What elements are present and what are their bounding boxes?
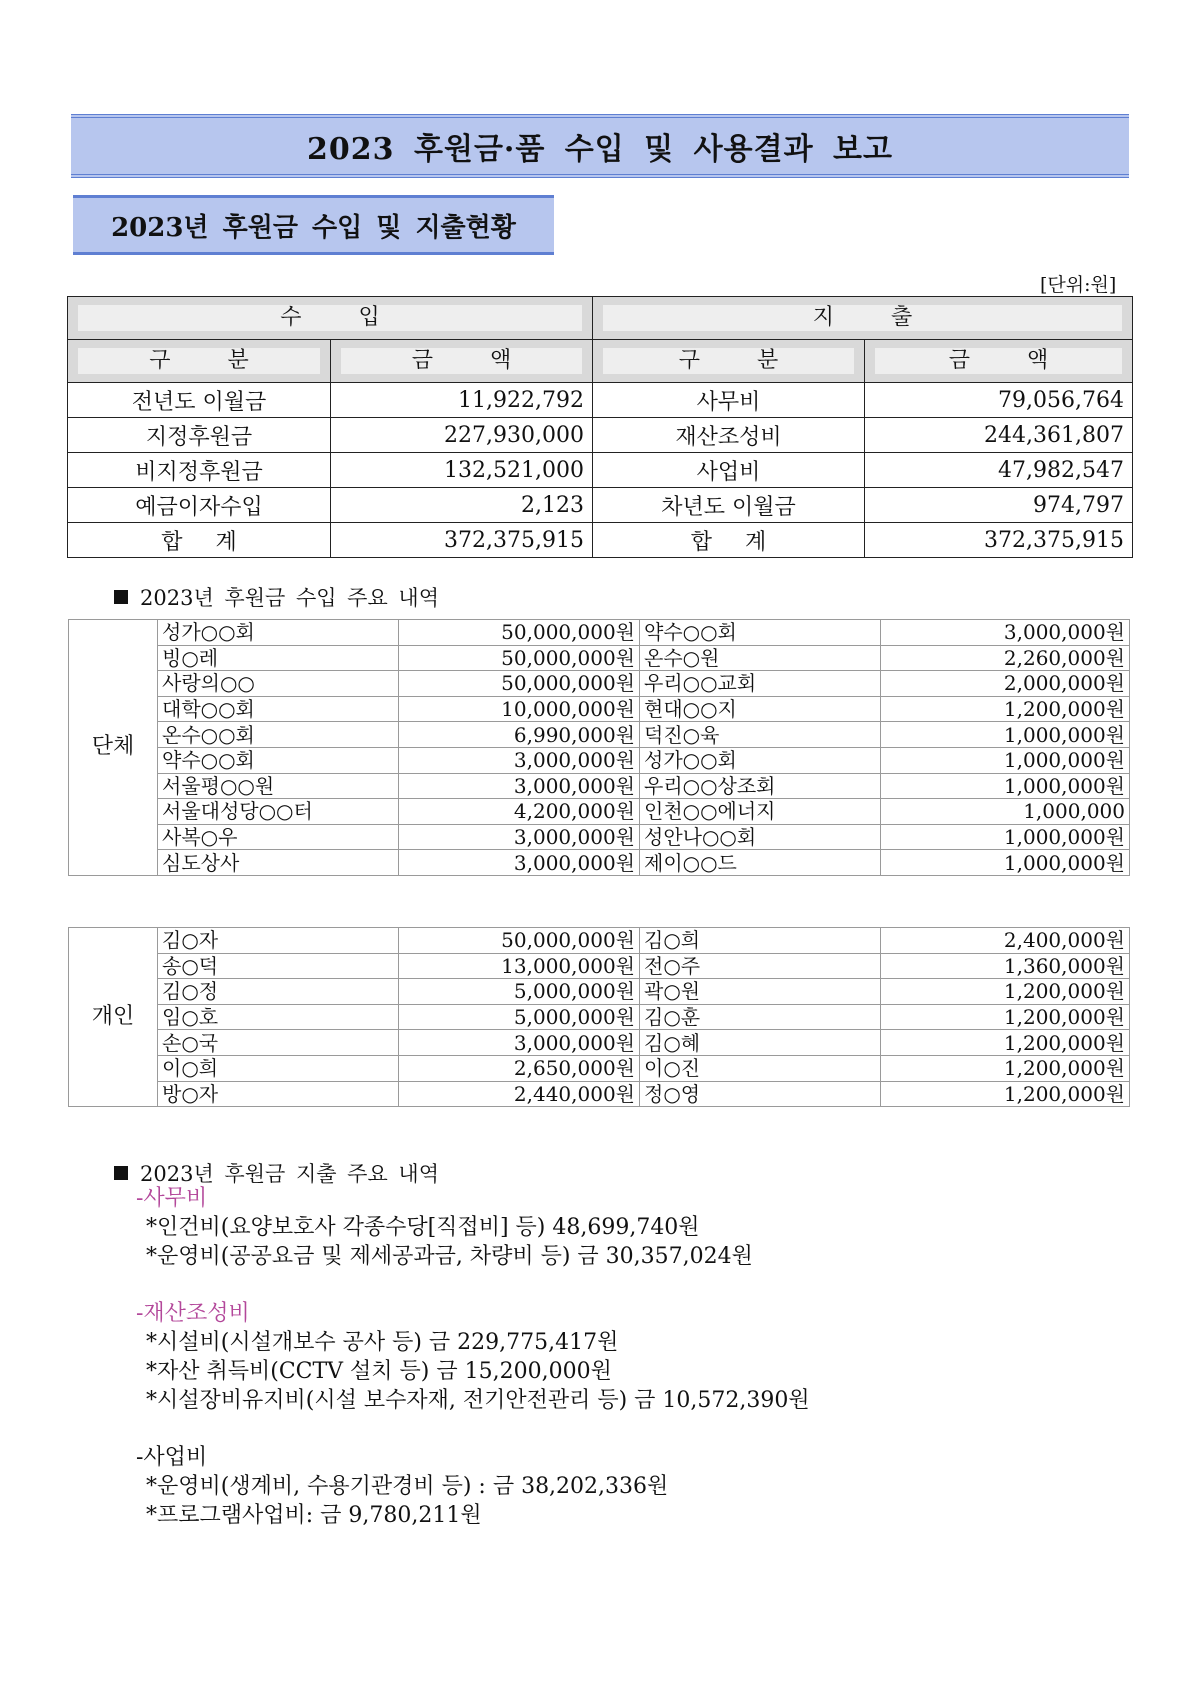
- section-title: 2023년 후원금 수입 및 지출현황: [73, 195, 554, 255]
- project-expense-label: -사업비: [136, 1445, 208, 1470]
- donor-name: 이○희: [158, 1055, 399, 1081]
- expense-amount-header: 금 액: [865, 340, 1133, 383]
- donor-row: [69, 620, 1130, 646]
- income-total-label: 합 계: [68, 523, 331, 558]
- donor-group-label: 개인: [69, 928, 158, 1107]
- income-amount: 227,930,000: [331, 418, 593, 453]
- donor-name: 심도상사: [158, 850, 399, 876]
- expense-label: 재산조성비: [593, 418, 865, 453]
- income-header: 수 입: [68, 297, 593, 340]
- property-expense-item: *시설비(시설개보수 공사 등) 금 229,775,417원: [146, 1330, 619, 1355]
- donor-amount: 1,200,000원: [881, 696, 1130, 722]
- property-expense-label: -재산조성비: [136, 1301, 250, 1326]
- square-bullet-icon: [114, 1166, 128, 1180]
- donor-row: [69, 799, 1130, 825]
- donor-name: 우리○○교회: [640, 671, 881, 697]
- square-bullet-icon: [114, 590, 128, 604]
- income-amount-header: 금 액: [331, 340, 593, 383]
- donor-name: 전○주: [640, 953, 881, 979]
- donor-amount: 50,000,000원: [399, 645, 640, 671]
- donor-row: [69, 1004, 1130, 1030]
- property-expense-item: *시설장비유지비(시설 보수자재, 전기안전관리 등) 금 10,572,390원: [146, 1388, 810, 1413]
- donor-amount: 3,000,000원: [399, 747, 640, 773]
- donor-amount: 1,000,000원: [881, 773, 1130, 799]
- donor-amount: 1,200,000원: [881, 1004, 1130, 1030]
- donor-row: [69, 953, 1130, 979]
- donor-name: 김○정: [158, 979, 399, 1005]
- donor-row: [69, 773, 1130, 799]
- donor-row: [69, 1030, 1130, 1056]
- table-row: [68, 418, 1133, 453]
- donor-amount: 2,260,000원: [881, 645, 1130, 671]
- donor-name: 손○국: [158, 1030, 399, 1056]
- summary-subheader-row: [68, 340, 1133, 383]
- donor-name: 정○영: [640, 1081, 881, 1107]
- donor-amount: 6,990,000원: [399, 722, 640, 748]
- donor-amount: 1,360,000원: [881, 953, 1130, 979]
- donor-amount: 3,000,000원: [881, 620, 1130, 646]
- donor-amount: 3,000,000원: [399, 850, 640, 876]
- project-expense-item: *운영비(생계비, 수용기관경비 등) : 금 38,202,336원: [146, 1474, 669, 1499]
- donor-amount: 13,000,000원: [399, 953, 640, 979]
- donor-name: 송○덕: [158, 953, 399, 979]
- donor-row: [69, 824, 1130, 850]
- donor-name: 제이○○드: [640, 850, 881, 876]
- donor-name: 대학○○회: [158, 696, 399, 722]
- expense-amount: 79,056,764: [865, 383, 1133, 418]
- donor-name: 온수○○회: [158, 722, 399, 748]
- donor-amount: 50,000,000원: [399, 928, 640, 954]
- table-row: [68, 453, 1133, 488]
- expense-amount: 47,982,547: [865, 453, 1133, 488]
- summary-table: [67, 296, 1133, 558]
- donor-amount: 1,000,000: [881, 799, 1130, 825]
- office-expense-item: *운영비(공공요금 및 제세공과금, 차량비 등) 금 30,357,024원: [146, 1244, 753, 1269]
- donor-name: 김○희: [640, 928, 881, 954]
- group-donor-table: [68, 619, 1130, 876]
- page-title: 2023 후원금·품 수입 및 사용결과 보고: [71, 114, 1129, 178]
- expense-label: 차년도 이월금: [593, 488, 865, 523]
- donor-row: [69, 979, 1130, 1005]
- table-row: [68, 383, 1133, 418]
- donor-amount: 1,200,000원: [881, 1030, 1130, 1056]
- office-expense-label: -사무비: [136, 1186, 208, 1211]
- donor-amount: 50,000,000원: [399, 671, 640, 697]
- donor-name: 서울대성당○○터: [158, 799, 399, 825]
- donor-amount: 2,650,000원: [399, 1055, 640, 1081]
- expense-total: 372,375,915: [865, 523, 1133, 558]
- donor-amount: 1,200,000원: [881, 1081, 1130, 1107]
- summary-header-row: [68, 297, 1133, 340]
- donor-amount: 1,200,000원: [881, 1055, 1130, 1081]
- income-detail-heading: 2023년 후원금 수입 주요 내역: [114, 582, 439, 612]
- donor-amount: 2,000,000원: [881, 671, 1130, 697]
- donor-group-label: 단체: [69, 620, 158, 876]
- property-expense-item: *자산 취득비(CCTV 설치 등) 금 15,200,000원: [146, 1359, 612, 1384]
- income-amount: 132,521,000: [331, 453, 593, 488]
- donor-name: 온수○원: [640, 645, 881, 671]
- donor-amount: 2,400,000원: [881, 928, 1130, 954]
- donor-name: 현대○○지: [640, 696, 881, 722]
- donor-row: [69, 1055, 1130, 1081]
- donor-name: 서울평○○원: [158, 773, 399, 799]
- total-row: [68, 523, 1133, 558]
- income-category-header: 구 분: [68, 340, 331, 383]
- expense-total-label: 합 계: [593, 523, 865, 558]
- income-label: 예금이자수입: [68, 488, 331, 523]
- expense-header: 지 출: [593, 297, 1133, 340]
- donor-row: [69, 671, 1130, 697]
- donor-amount: 10,000,000원: [399, 696, 640, 722]
- donor-name: 사복○우: [158, 824, 399, 850]
- donor-name: 성가○○회: [158, 620, 399, 646]
- donor-name: 약수○○회: [640, 620, 881, 646]
- income-label: 지정후원금: [68, 418, 331, 453]
- income-amount: 2,123: [331, 488, 593, 523]
- unit-label: [단위:원]: [1040, 274, 1117, 296]
- donor-name: 빙○레: [158, 645, 399, 671]
- donor-name: 김○혜: [640, 1030, 881, 1056]
- donor-row: [69, 645, 1130, 671]
- donor-amount: 1,000,000원: [881, 850, 1130, 876]
- donor-name: 약수○○회: [158, 747, 399, 773]
- donor-row: [69, 722, 1130, 748]
- table-row: [68, 488, 1133, 523]
- income-label: 전년도 이월금: [68, 383, 331, 418]
- donor-amount: 1,000,000원: [881, 722, 1130, 748]
- donor-amount: 1,000,000원: [881, 747, 1130, 773]
- donor-row: [69, 696, 1130, 722]
- donor-amount: 3,000,000원: [399, 773, 640, 799]
- donor-name: 임○호: [158, 1004, 399, 1030]
- income-label: 비지정후원금: [68, 453, 331, 488]
- donor-name: 곽○원: [640, 979, 881, 1005]
- office-expense-item: *인건비(요양보호사 각종수당[직접비] 등) 48,699,740원: [146, 1215, 700, 1240]
- income-total: 372,375,915: [331, 523, 593, 558]
- donor-amount: 4,200,000원: [399, 799, 640, 825]
- donor-amount: 1,200,000원: [881, 979, 1130, 1005]
- income-amount: 11,922,792: [331, 383, 593, 418]
- donor-name: 김○훈: [640, 1004, 881, 1030]
- donor-name: 인천○○에너지: [640, 799, 881, 825]
- donor-amount: 50,000,000원: [399, 620, 640, 646]
- donor-name: 김○자: [158, 928, 399, 954]
- individual-donor-table: [68, 927, 1130, 1107]
- donor-row: [69, 850, 1130, 876]
- donor-row: [69, 928, 1130, 954]
- donor-name: 성안나○○회: [640, 824, 881, 850]
- project-expense-item: *프로그램사업비: 금 9,780,211원: [146, 1503, 482, 1528]
- expense-detail-heading: 2023년 후원금 지출 주요 내역: [114, 1158, 439, 1188]
- expense-amount: 244,361,807: [865, 418, 1133, 453]
- donor-name: 사랑의○○: [158, 671, 399, 697]
- expense-category-header: 구 분: [593, 340, 865, 383]
- donor-name: 우리○○상조회: [640, 773, 881, 799]
- donor-amount: 1,000,000원: [881, 824, 1130, 850]
- donor-amount: 5,000,000원: [399, 1004, 640, 1030]
- donor-amount: 5,000,000원: [399, 979, 640, 1005]
- donor-name: 덕진○육: [640, 722, 881, 748]
- donor-name: 이○진: [640, 1055, 881, 1081]
- donor-amount: 3,000,000원: [399, 1030, 640, 1056]
- donor-amount: 3,000,000원: [399, 824, 640, 850]
- donor-amount: 2,440,000원: [399, 1081, 640, 1107]
- donor-row: [69, 1081, 1130, 1107]
- donor-name: 방○자: [158, 1081, 399, 1107]
- donor-row: [69, 747, 1130, 773]
- donor-name: 성가○○회: [640, 747, 881, 773]
- expense-label: 사업비: [593, 453, 865, 488]
- expense-amount: 974,797: [865, 488, 1133, 523]
- expense-label: 사무비: [593, 383, 865, 418]
